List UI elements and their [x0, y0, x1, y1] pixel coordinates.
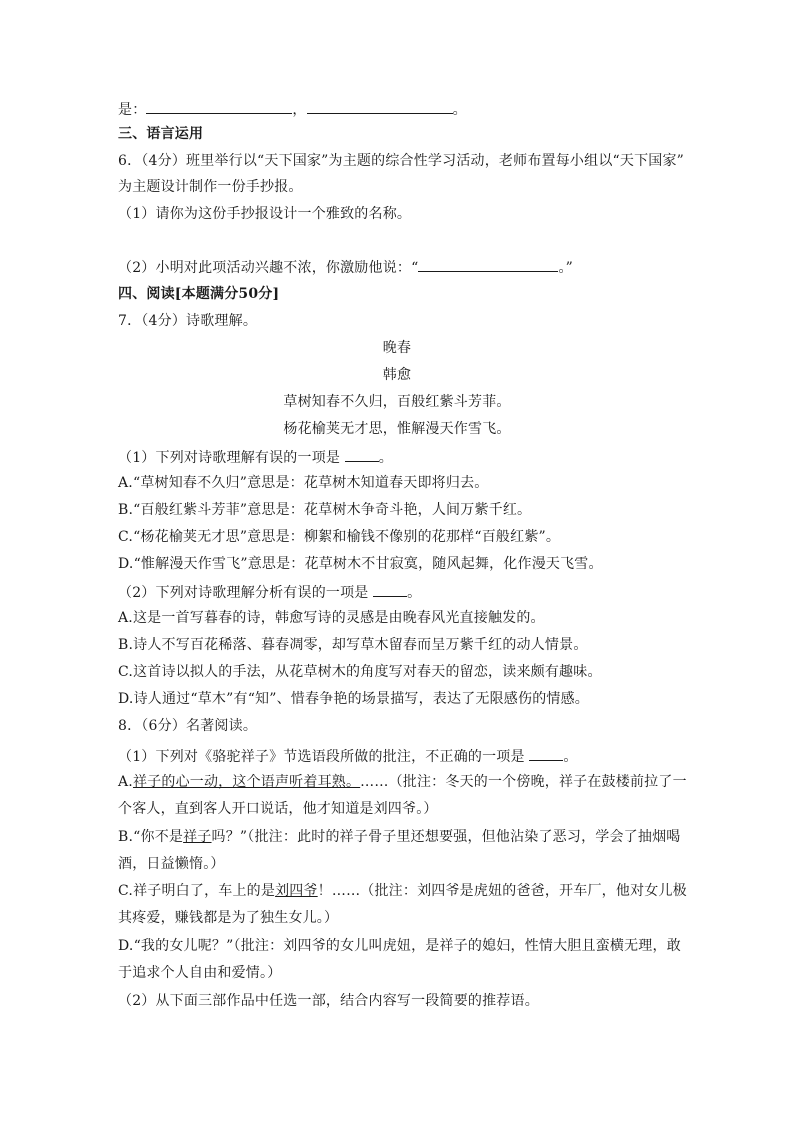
option-7-2-b: B.诗人不写百花稀落、暮春凋零，却写草木留春而呈万紫千红的动人情景。: [118, 637, 588, 653]
option-8-1-d-cont: 于追求个人自由和爱情。）: [118, 965, 282, 981]
question-7-part-1: （1）下列对诗歌理解有误的一项是 。: [118, 446, 393, 468]
poem-line-2: 杨花榆荚无才思，惟解漫天作雪飞。: [283, 421, 511, 437]
option-8-1-d: D.“我的女儿呢？”（批注：刘四爷的女儿叫虎妞，是祥子的媳妇，性情大胆且蛮横无理，敢: [118, 938, 681, 954]
option-7-1-a: A.“草树知春不久归”意思是：花草树木知道春天即将归去。: [118, 475, 489, 491]
option-8-1-a-cont: 个客人，直到客人开口说话，他才知道是刘四爷。）: [118, 801, 438, 817]
option-7-2-d: D.诗人通过“草木”有“知”、惜春争艳的场景描写，表达了无限感伤的情感。: [118, 691, 590, 707]
option-7-2-c: C.这首诗以拟人的手法，从花草树木的角度写对春天的留恋，读来颇有趣味。: [118, 664, 602, 680]
question-6-line-1: 6．（4分）班里举行以“天下国家”为主题的综合性学习活动，老师布置每小组以“天下国家”: [118, 153, 685, 169]
answer-blank-4[interactable]: [345, 446, 379, 462]
answer-blank-2[interactable]: [307, 98, 453, 114]
option-8-1-b-cont: 酒，日益懒惰。）: [118, 856, 225, 872]
question-6-line-2: 为主题设计制作一份手抄报。: [118, 179, 303, 195]
option-7-1-c: C.“杨花榆荚无才思”意思是：柳絮和榆钱不像别的花那样“百般红紫”。: [118, 529, 561, 545]
option-8-1-a: A.祥子的心一动，这个语声听着耳熟。……（批注：冬天的一个傍晚，祥子在鼓楼前拉了一: [118, 774, 687, 790]
answer-blank-5[interactable]: [373, 581, 407, 597]
answer-line-continued: 是： ， 。: [118, 98, 467, 120]
option-8-1-b: B.“你不是祥子吗？”（批注：此时的祥子骨子里还想要强，但他沾染了恶习，学会了抽烟喝: [118, 829, 681, 845]
poem-line-1: 草树知春不久归，百般红紫斗芳菲。: [283, 394, 511, 410]
section-heading-3: 三、语言运用: [118, 126, 204, 142]
poem-title: 晚春: [382, 340, 412, 356]
question-7-part-2: （2）下列对诗歌理解分析有误的一项是 。: [118, 581, 421, 603]
answer-blank-3[interactable]: [418, 256, 558, 272]
question-6-part-1: （1）请你为这份手抄报设计一个雅致的名称。: [118, 206, 412, 222]
option-7-1-b: B.“百般红紫斗芳菲”意思是：花草树木争奇斗艳，人间万紫千红。: [118, 502, 532, 518]
question-8: 8．（6分）名著阅读。: [118, 718, 258, 734]
section-heading-4: 四、阅读[本题满分50分]: [118, 286, 280, 302]
question-8-part-1: （1）下列对《骆驼祥子》节选语段所做的批注，不正确的一项是 。: [118, 745, 578, 767]
option-8-1-c-cont: 其疼爱，赚钱都是为了独生女儿。）: [118, 910, 339, 926]
answer-blank-1[interactable]: [146, 98, 292, 114]
option-7-1-d: D.“惟解漫天作雪飞”意思是：花草树木不甘寂寞，随风起舞，化作漫天飞雪。: [118, 556, 603, 572]
answer-blank-6[interactable]: [529, 745, 563, 761]
question-7: 7．（4分）诗歌理解。: [118, 313, 258, 329]
question-8-part-2: （2）从下面三部作品中任选一部，结合内容写一段简要的推荐语。: [118, 993, 539, 1009]
option-8-1-c: C.祥子明白了，车上的是刘四爷！……（批注：刘四爷是虎妞的爸爸，开车厂，他对女儿极: [118, 883, 687, 899]
poem-author: 韩愈: [382, 367, 412, 383]
question-6-part-2: （2）小明对此项活动兴趣不浓，你激励他说：“ 。”: [118, 256, 573, 278]
option-7-2-a: A.这是一首写暮春的诗，韩愈写诗的灵感是由晚春风光直接触发的。: [118, 610, 545, 626]
